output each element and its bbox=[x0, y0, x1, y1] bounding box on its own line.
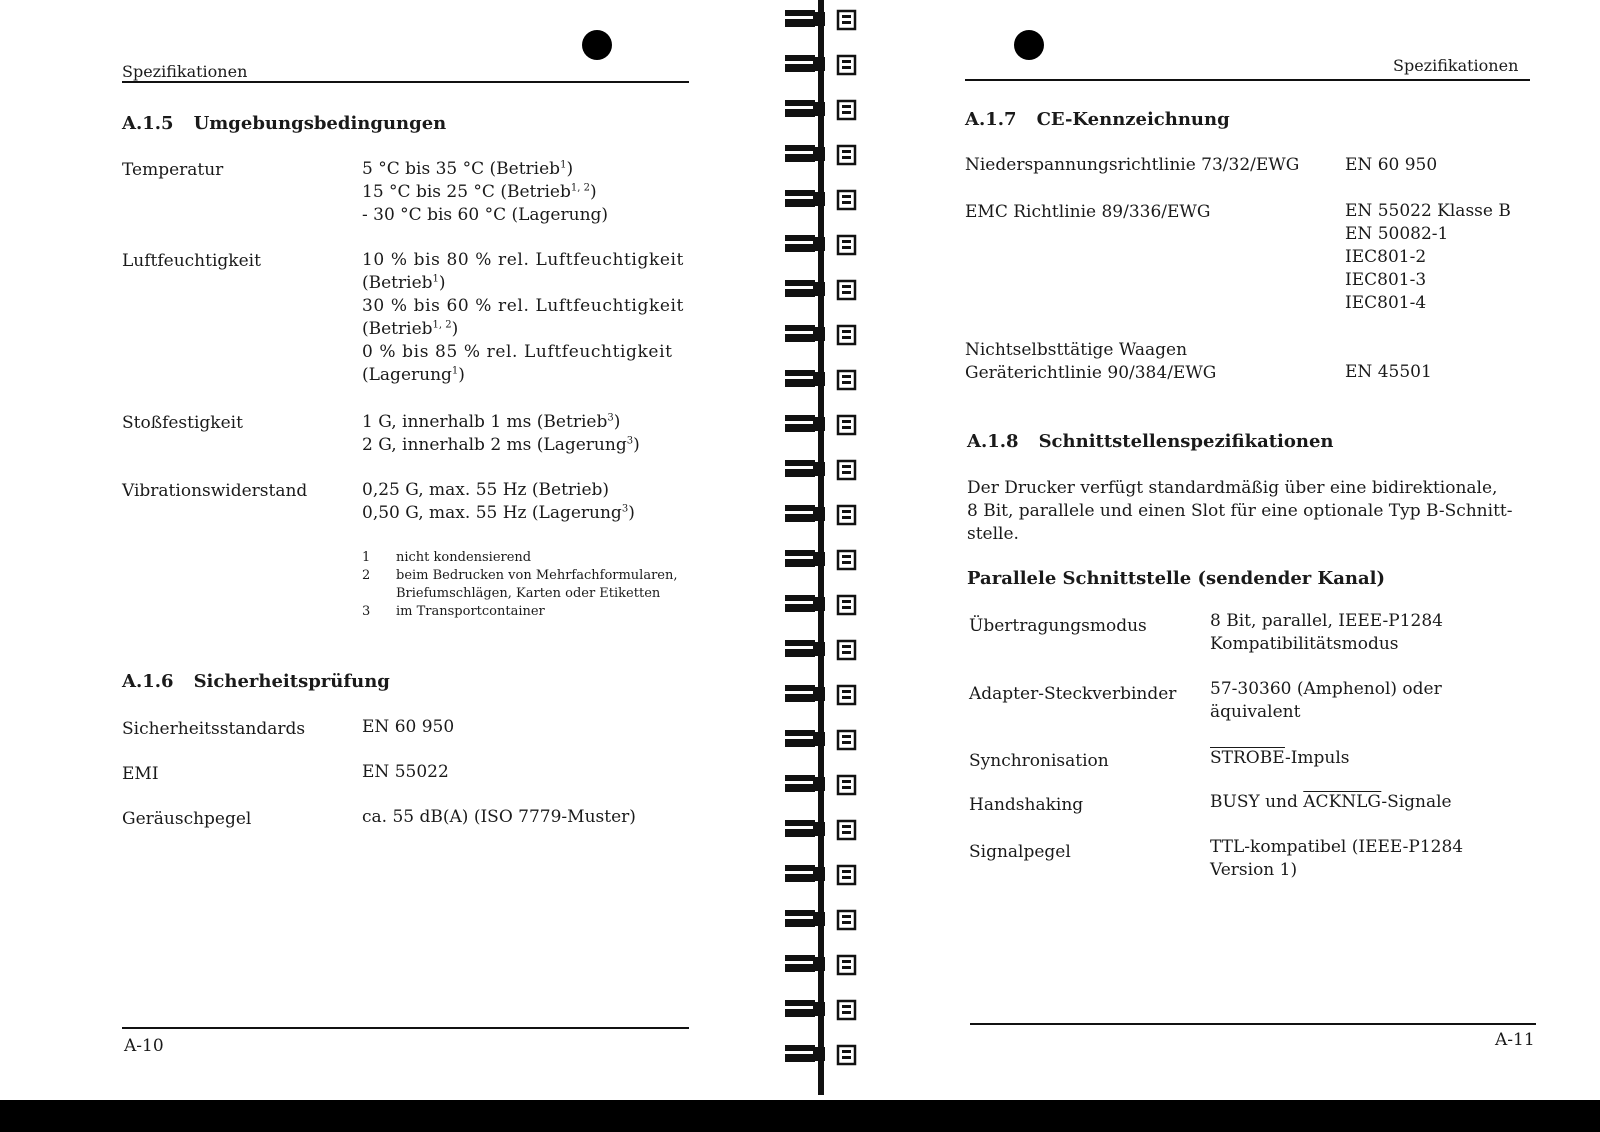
sync-value: STROBE-Impuls bbox=[1210, 748, 1350, 768]
shock-label: Stoßfestigkeit bbox=[122, 413, 243, 433]
footnote-3: 3 im Transportcontainer bbox=[362, 604, 545, 619]
humidity-line-5: 0 % bis 85 % rel. Luftfeuchtigkeit bbox=[362, 342, 673, 362]
temp-line-1: 5 °C bis 35 °C (Betrieb bbox=[362, 159, 561, 179]
humidity-line-2: (Betrieb bbox=[362, 273, 433, 293]
emc-values bbox=[1345, 200, 1511, 315]
left-header-rule bbox=[122, 81, 689, 83]
footnote-ref: 1, 2 bbox=[432, 319, 452, 331]
right-footer-rule bbox=[970, 1023, 1536, 1025]
section-title: CE-Kennzeichnung bbox=[1036, 109, 1230, 130]
left-running-header: Spezifikationen bbox=[122, 62, 248, 81]
noise-value: ca. 55 dB(A) (ISO 7779-Muster) bbox=[362, 807, 636, 827]
safety-standards-label: Sicherheitsstandards bbox=[122, 719, 306, 739]
footnote-2-cont: Briefumschlägen, Karten oder Etiketten bbox=[396, 586, 661, 601]
section-number: A.1.7 bbox=[965, 109, 1017, 130]
footnote-ref: 1 bbox=[560, 159, 567, 171]
connector-label: Adapter-Steckverbinder bbox=[969, 684, 1177, 704]
handshake-label: Handshaking bbox=[969, 795, 1084, 815]
interface-paragraph: Der Drucker verfügt standardmäßig über eine bidirektionale, 8 Bit, parallele und einen Slot für eine optionale Typ B-Schnitt- stelle. bbox=[967, 478, 1513, 544]
sync-label: Synchronisation bbox=[969, 751, 1109, 771]
transfer-mode-label: Übertragungsmodus bbox=[969, 616, 1147, 636]
temp-line-2: 15 °C bis 25 °C (Betrieb bbox=[362, 182, 571, 202]
footnote-1: 1 nicht kondensierend bbox=[362, 550, 532, 565]
vibration-label: Vibrationswiderstand bbox=[122, 481, 308, 501]
humidity-values: 10 % bis 80 % rel. Luftfeuchtigkeit (Betrieb$^1$) 30 % bis 60 % rel. Luftfeuchtigkeit (Betrieb$^{1, 2}$) 0 % bis 85 % rel. Luftfeuchtigkeit (Lagerung$^1$) bbox=[362, 249, 688, 387]
left-page-number: A-10 bbox=[124, 1036, 164, 1056]
footnotes bbox=[362, 549, 678, 621]
temperature-values: 5 °C bis 35 °C (Betrieb$^1$) 15 °C bis 25 °C (Betrieb$^{1, 2}$) - 30 °C bis 60 °C (Lagerung) bbox=[362, 159, 609, 225]
nawi-label: Nichtselbsttätige Waagen Geräterichtlinie 90/384/EWG bbox=[965, 340, 1217, 383]
right-running-header: Spezifikationen bbox=[1393, 56, 1519, 75]
signal-level-value: TTL-kompatibel (IEEE-P1284 Version 1) bbox=[1210, 837, 1464, 880]
section-a18-heading bbox=[967, 431, 1334, 452]
shock-line-2: 2 G, innerhalb 2 ms (Lagerung bbox=[362, 435, 627, 455]
shock-values: 1 G, innerhalb 1 ms (Betrieb$^3$) 2 G, innerhalb 2 ms (Lagerung$^3$) bbox=[362, 412, 640, 455]
emc-value: EN 55022 Klasse B bbox=[1345, 201, 1511, 221]
right-header-rule bbox=[965, 79, 1530, 81]
section-a15-heading bbox=[122, 113, 446, 134]
footnote-ref: 3 bbox=[607, 412, 614, 424]
vibration-line-2: 0,50 G, max. 55 Hz (Lagerung bbox=[362, 503, 622, 523]
emi-label: EMI bbox=[122, 764, 159, 784]
humidity-label: Luftfeuchtigkeit bbox=[122, 251, 261, 271]
punch-hole-dot bbox=[1014, 30, 1044, 60]
parallel-interface-subheading: Parallele Schnittstelle (sendender Kanal) bbox=[967, 568, 1385, 589]
punch-hole-dot bbox=[582, 30, 612, 60]
footnote-ref: 1 bbox=[432, 273, 439, 285]
section-number: A.1.6 bbox=[122, 671, 174, 692]
section-title: Sicherheitsprüfung bbox=[193, 671, 390, 692]
spiral-binding bbox=[780, 0, 870, 1100]
emc-value: EN 50082-1 bbox=[1345, 224, 1449, 244]
temp-line-3: - 30 °C bis 60 °C (Lagerung) bbox=[362, 205, 609, 225]
left-footer-rule bbox=[122, 1027, 689, 1029]
emc-value: IEC801-4 bbox=[1345, 293, 1427, 313]
temperature-label: Temperatur bbox=[122, 160, 224, 180]
transfer-mode-value: 8 Bit, parallel, IEEE-P1284 Kompatibilitätsmodus bbox=[1210, 611, 1443, 654]
humidity-line-4: (Betrieb bbox=[362, 319, 433, 339]
humidity-line-3: 30 % bis 60 % rel. Luftfeuchtigkeit bbox=[362, 296, 684, 316]
safety-standards-value: EN 60 950 bbox=[362, 717, 455, 737]
emc-label: EMC Richtlinie 89/336/EWG bbox=[965, 202, 1211, 222]
emc-value: IEC801-3 bbox=[1345, 270, 1427, 290]
lvd-value: EN 60 950 bbox=[1345, 155, 1438, 175]
emc-value: IEC801-2 bbox=[1345, 247, 1427, 267]
humidity-line-1: 10 % bis 80 % rel. Luftfeuchtigkeit bbox=[362, 250, 684, 270]
section-a17-heading bbox=[965, 109, 1230, 130]
vibration-line-1: 0,25 G, max. 55 Hz (Betrieb) bbox=[362, 480, 610, 500]
footnote-2: 2 beim Bedrucken von Mehrfachformularen, bbox=[362, 568, 678, 583]
connector-value: 57-30360 (Amphenol) oder äquivalent bbox=[1210, 679, 1442, 722]
footnote-ref: 1 bbox=[451, 365, 459, 377]
emi-value: EN 55022 bbox=[362, 762, 449, 782]
shock-line-1: 1 G, innerhalb 1 ms (Betrieb bbox=[362, 412, 608, 432]
spiral-spine bbox=[818, 0, 824, 1095]
humidity-line-6: (Lagerung bbox=[362, 365, 452, 385]
scan-bottom-border bbox=[0, 1100, 1600, 1132]
lvd-label: Niederspannungsrichtlinie 73/32/EWG bbox=[965, 155, 1300, 175]
vibration-values: 0,25 G, max. 55 Hz (Betrieb) 0,50 G, max. 55 Hz (Lagerung$^3$) bbox=[362, 480, 635, 523]
footnote-ref: 3 bbox=[621, 503, 629, 515]
section-title: Schnittstellenspezifikationen bbox=[1038, 431, 1334, 452]
section-number: A.1.5 bbox=[122, 113, 174, 134]
right-page-number: A-11 bbox=[1495, 1030, 1535, 1050]
section-a16-heading bbox=[122, 671, 390, 692]
section-number: A.1.8 bbox=[967, 431, 1019, 452]
section-title: Umgebungsbedingungen bbox=[193, 113, 447, 134]
signal-level-label: Signalpegel bbox=[969, 842, 1071, 862]
handshake-value: BUSY und ACKNLG-Signale bbox=[1210, 792, 1452, 812]
footnote-ref: 1, 2 bbox=[570, 182, 590, 194]
footnote-ref: 3 bbox=[626, 435, 634, 447]
nawi-value: EN 45501 bbox=[1345, 362, 1432, 382]
noise-label: Geräuschpegel bbox=[122, 809, 252, 829]
